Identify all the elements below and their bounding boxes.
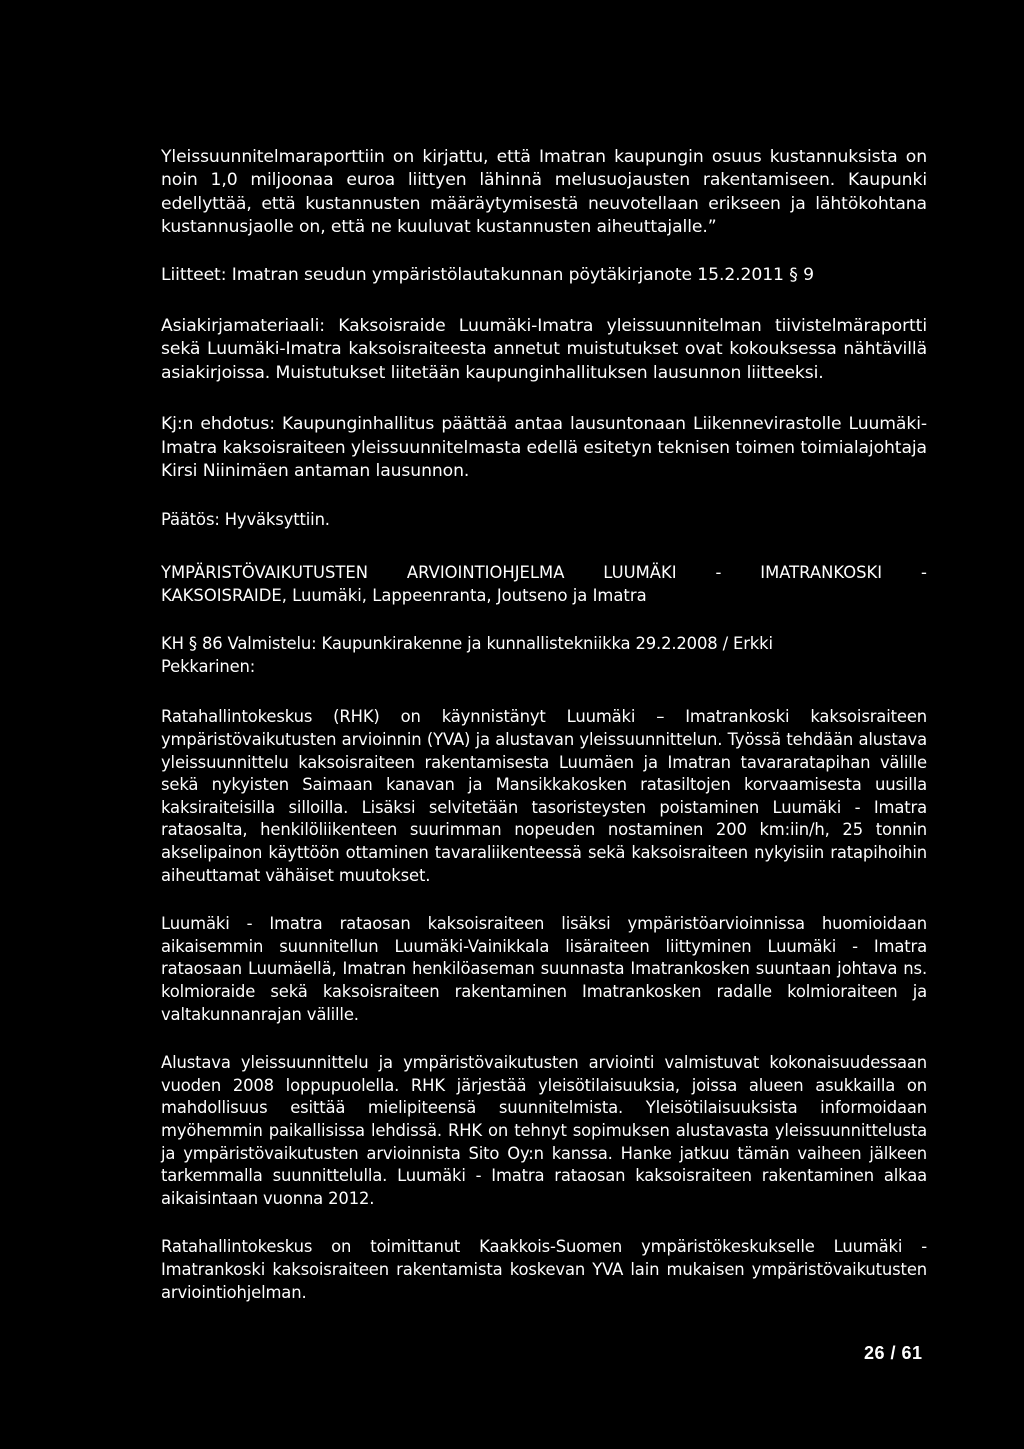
paragraph-yva-program: Ratahallintokeskus on toimittanut Kaakkois-Suomen ympäristökeskukselle Luumäki - Imatrankoski kaksoisraiteen rakentamista koskevan YVA lain mukaisen ympäristövaikutusten arviointiohjelman. bbox=[161, 1237, 927, 1302]
section-heading-line2: KAKSOISRAIDE, Luumäki, Lappeenranta, Joutseno ja Imatra bbox=[161, 585, 647, 605]
heading-word: - bbox=[715, 563, 722, 583]
paragraph-cost-share: Yleissuunnitelmaraporttiin on kirjattu, että Imatran kaupungin osuus kustannuksista on noin 1,0 miljoonaa euroa liittyen lähinnä melusuojausten rakentamiseen. Kaupunki edellyttää, että kustannusten määräytymisestä neuvotellaan erikseen ja lähtökohtana kustannusjaolle on, että ne kuuluvat kustannusten aiheuttajalle.” bbox=[161, 147, 927, 238]
section-heading bbox=[161, 562, 927, 607]
paragraph-attachments: Liitteet: Imatran seudun ympäristölautakunnan pöytäkirjanote 15.2.2011 § 9 bbox=[161, 264, 814, 285]
heading-word: - bbox=[921, 563, 927, 583]
paragraph-materials: Asiakirjamateriaali: Kaksoisraide Luumäki-Imatra yleissuunnitelman tiivistelmäraportti sekä Luumäki-Imatra kaksoisraiteesta annetut muistutukset ovat kokouksessa nähtävillä asiakirjoissa. Muistutukset liitetään kaupunginhallituksen lausunnon liitteeksi. bbox=[161, 316, 927, 383]
paragraph-additional-track: Luumäki - Imatra rataosan kaksoisraiteen lisäksi ympäristöarvioinnissa huomioidaan aikaisemmin suunnitellun Luumäki-Vainikkala lisäraiteen liittyminen Luumäki - Imatra rataosaan Luumäellä, Imatran henkilöaseman suunnasta Imatrankosken suuntaan johtava ns. kolmioraide sekä kaksoisraiteen rakentaminen Imatrankosken radalle kolmioraiteen ja valtakunnanrajan välille. bbox=[161, 914, 927, 1024]
heading-word: LUUMÄKI bbox=[603, 563, 677, 583]
paragraph-decision: Päätös: Hyväksyttiin. bbox=[161, 510, 330, 530]
paragraph-schedule: Alustava yleissuunnittelu ja ympäristövaikutusten arviointi valmistuvat kokonaisuudessaan vuoden 2008 loppupuolella. RHK järjestää yleisötilaisuuksia, joissa alueen asukkailla on mahdollisuus esittää mielipiteensä suunnitelmista. Yleisötilaisuuksista informoidaan myöhemmin paikallisissa lehdissä. RHK on tehnyt sopimuksen alustavasta yleissuunnittelusta ja ympäristövaikutusten arvioinnista Sito Oy:n kanssa. Hanke jatkuu tämän vaiheen jälkeen tarkemmalla suunnittelulla. Luumäki - Imatra rataosan kaksoisraiteen rakentaminen alkaa aikaisintaan vuonna 2012. bbox=[161, 1053, 927, 1208]
heading-word: IMATRANKOSKI bbox=[760, 563, 883, 583]
heading-word: YMPÄRISTÖVAIKUTUSTEN bbox=[161, 563, 369, 583]
heading-word: ARVIOINTIOHJELMA bbox=[406, 563, 565, 583]
page-number: 26 / 61 bbox=[864, 1343, 923, 1363]
preparation-line: KH § 86 Valmistelu: Kaupunkirakenne ja kunnallistekniikka 29.2.2008 / Erkki Pekkarinen: bbox=[161, 634, 773, 676]
paragraph-rhk-started: Ratahallintokeskus (RHK) on käynnistänyt Luumäki – Imatrankoski kaksoisraiteen ympäristövaikutusten arvioinnin (YVA) ja alustavan yleissuunnittelun. Työssä tehdään alustava yleissuunnittelu kaksoisraiteen rakentamisesta Luumäen ja Imatran tavararatapihan välille sekä nykyisten Saimaan kanavan ja Mansikkakosken ratasiltojen korvaamisesta uusilla kaksiraiteisilla silloilla. Lisäksi selvitetään tasoristeysten poistaminen Luumäki - Imatra rataosalta, henkilöliikenteen suurimman nopeuden nostaminen 200 km:iin/h, 25 tonnin akselipainon käyttöön ottaminen tavaraliikenteessä sekä kaksoisraiteen nykyisiin ratapihoihin aiheuttamat vähäiset muutokset. bbox=[161, 707, 927, 885]
paragraph-proposal: Kj:n ehdotus: Kaupunginhallitus päättää antaa lausuntonaan Liikennevirastolle Luumäki-Imatra kaksoisraiteen yleissuunnitelmasta edellä esitetyn teknisen toimen toimialajohtaja Kirsi Niinimäen antaman lausunnon. bbox=[161, 414, 927, 482]
document-page bbox=[161, 146, 927, 1304]
section-heading-line1 bbox=[161, 562, 927, 585]
